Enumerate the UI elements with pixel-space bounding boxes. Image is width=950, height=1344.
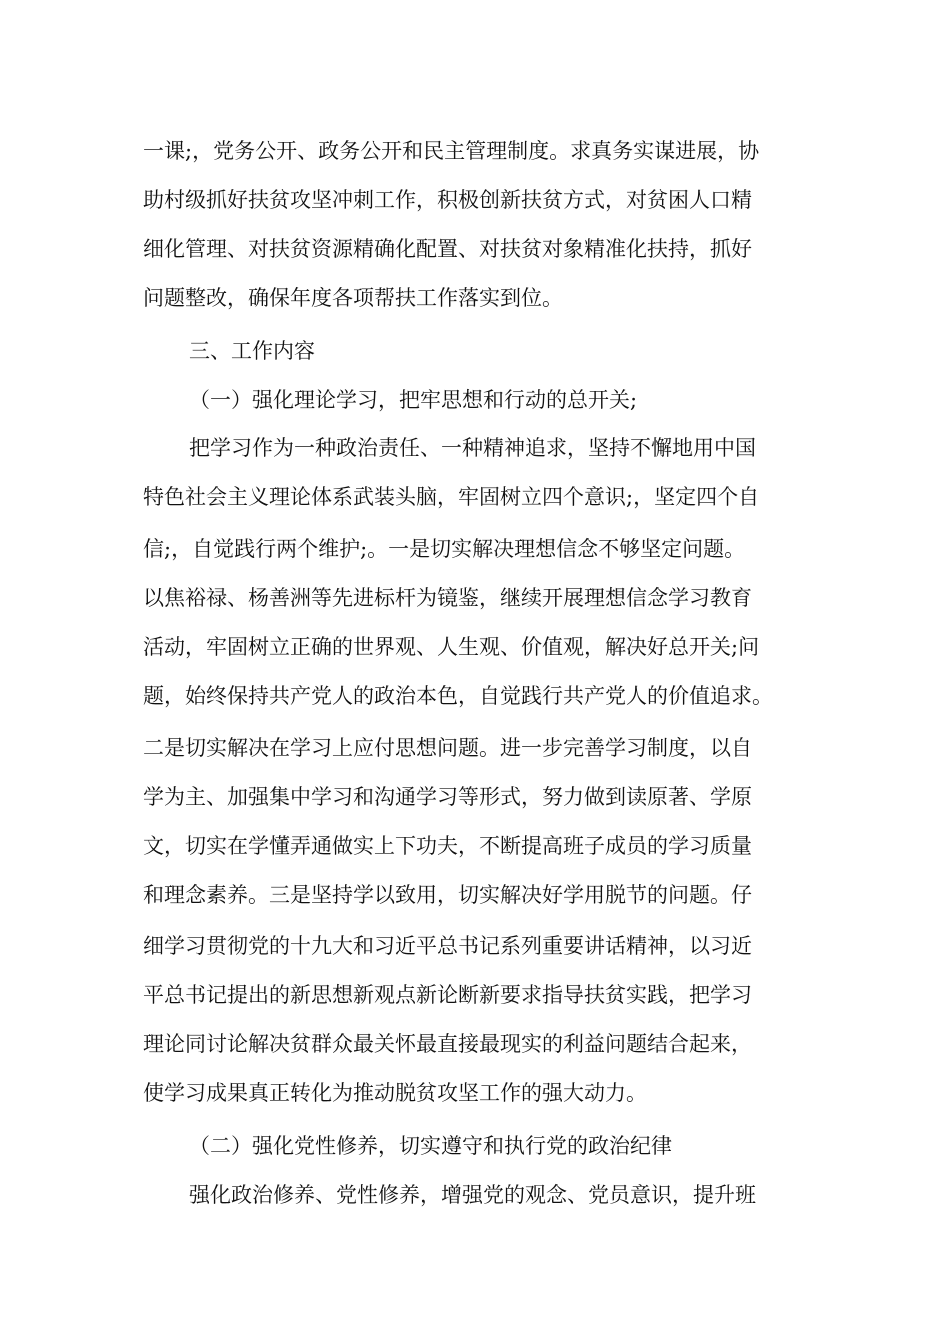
text-line: 使学习成果真正转化为推动脱贫攻坚工作的强大动力。 xyxy=(143,1081,647,1105)
text-line: 题，始终保持共产党人的政治本色，自觉践行共产党人的价值追求。 xyxy=(143,684,773,708)
text-line: 平总书记提出的新思想新观点新论断新要求指导扶贫实践，把学习 xyxy=(143,983,752,1007)
text-line: 助村级抓好扶贫攻坚冲刺工作，积极创新扶贫方式，对贫困人口精 xyxy=(143,188,752,212)
text-line: 学为主、加强集中学习和沟通学习等形式，努力做到读原著、学原 xyxy=(143,785,752,809)
text-line: 细学习贯彻党的十九大和习近平总书记系列重要讲话精神，以习近 xyxy=(143,934,752,958)
text-line: 一课;，党务公开、政务公开和民主管理制度。求真务实谋进展，协 xyxy=(143,139,760,163)
subsection-heading: （一）强化理论学习，把牢思想和行动的总开关; xyxy=(189,388,638,412)
text-line: 信;，自觉践行两个维护;。一是切实解决理想信念不够坚定问题。 xyxy=(143,537,746,561)
text-line: 文，切实在学懂弄通做实上下功夫，不断提高班子成员的学习质量 xyxy=(143,834,752,858)
text-line: 理论同讨论解决贫群众最关怀最直接最现实的利益问题结合起来， xyxy=(143,1032,752,1056)
subsection-heading: （二）强化党性修养，切实遵守和执行党的政治纪律 xyxy=(189,1134,672,1158)
text-line: 细化管理、对扶贫资源精确化配置、对扶贫对象精准化扶持，抓好 xyxy=(143,237,752,261)
text-line: 二是切实解决在学习上应付思想问题。进一步完善学习制度，以自 xyxy=(143,736,752,760)
text-line: 问题整改，确保年度各项帮扶工作落实到位。 xyxy=(143,286,563,310)
text-line: 活动，牢固树立正确的世界观、人生观、价值观，解决好总开关;问 xyxy=(143,635,760,659)
text-line: 特色社会主义理论体系武装头脑，牢固树立四个意识;，坚定四个自 xyxy=(143,485,760,509)
section-heading: 三、工作内容 xyxy=(189,339,315,363)
text-line: 把学习作为一种政治责任、一种精神追求，坚持不懈地用中国 xyxy=(189,436,756,460)
text-line: 和理念素养。三是坚持学以致用，切实解决好学用脱节的问题。仔 xyxy=(143,883,752,907)
text-line: 以焦裕禄、杨善洲等先进标杆为镜鉴，继续开展理想信念学习教育 xyxy=(143,586,752,610)
text-line: 强化政治修养、党性修养，增强党的观念、党员意识，提升班 xyxy=(189,1183,756,1207)
